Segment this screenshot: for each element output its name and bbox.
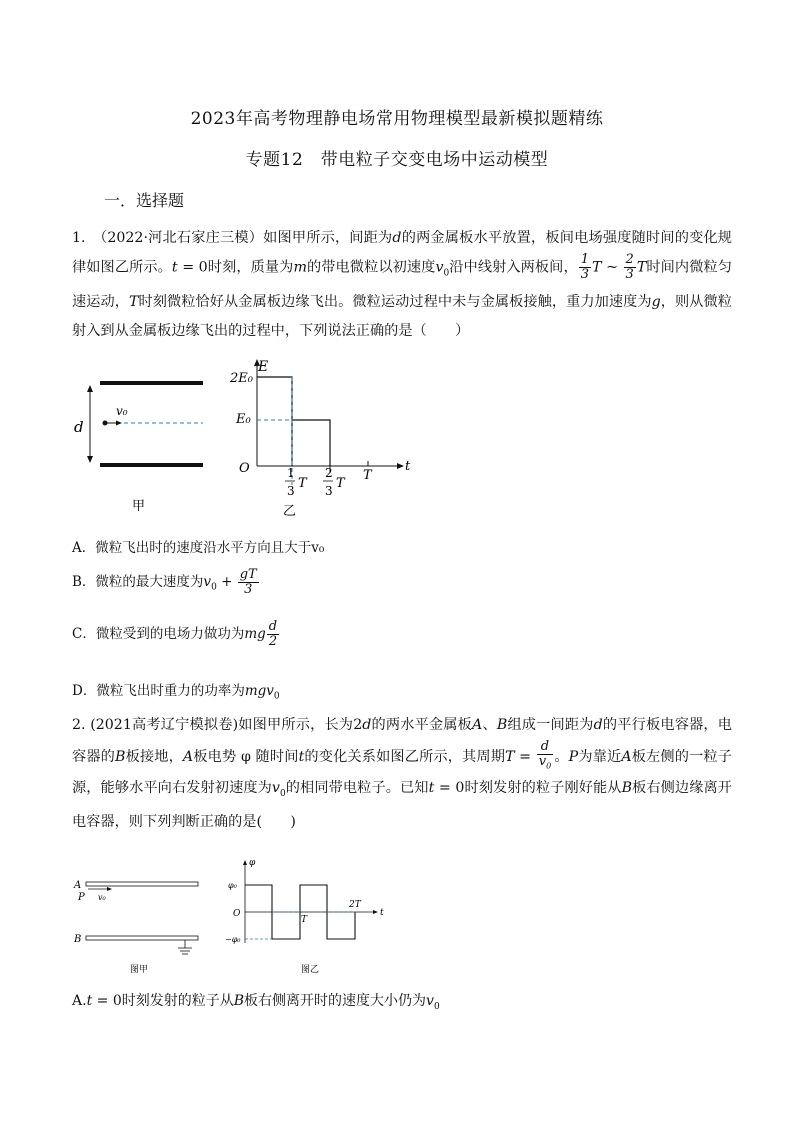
origin-label: O bbox=[233, 909, 241, 919]
page-subtitle: 专题12 带电粒子交变电场中运动模型 bbox=[245, 150, 549, 170]
q1-figure-graph bbox=[225, 355, 425, 520]
e-axis-label: E bbox=[258, 359, 269, 375]
t-tick-label: T bbox=[301, 915, 308, 925]
tick-3a: 3 bbox=[287, 484, 295, 498]
label-v0: v₀ bbox=[98, 893, 106, 902]
fig-tujia-caption: 图甲 bbox=[130, 965, 149, 975]
fig-tuyi-caption: 图乙 bbox=[301, 965, 320, 975]
label-b: B bbox=[74, 934, 82, 945]
tick-3b: 3 bbox=[325, 484, 333, 498]
tick-1: 1 bbox=[287, 466, 295, 480]
q1-option-b[interactable]: B．微粒的最大速度为$v_0$ + $\frac{gT}{3}$ bbox=[72, 567, 257, 597]
q2-figure-graph bbox=[225, 855, 390, 977]
page-title: 2023年高考物理静电场常用物理模型最新模拟题精练 bbox=[190, 109, 604, 129]
2e0-label: 2E₀ bbox=[230, 371, 253, 386]
phi-axis-label: φ bbox=[249, 858, 256, 868]
t-axis-label: t bbox=[380, 908, 384, 918]
question-1-stem: 1. （2022·河北石家庄三模）如图甲所示，间距为d的两金属板水平放置，板间电场强度随时间的变化规律如图乙所示。t = 0时刻，质量为m的带电微粒以初速度$v_0$沿中线射入两板间， $\frac{1}{3}$ T ~ $\frac{2}{3}$ T时间内微粒匀速运动，T时刻微粒恰好从金属板边缘飞出。微粒运动过程中未与金属板接触，重力加速度为g，则从微粒射入到从金属板边缘飞出的过程中，下列说法正确的是（ ） bbox=[72, 230, 732, 340]
q2-option-a[interactable]: A.t = 0时刻发射的粒子从B板右侧离开时的速度大小仍为$v_0$ bbox=[72, 993, 440, 1012]
label-p: P bbox=[78, 892, 85, 903]
tick-t-b: T bbox=[336, 476, 345, 491]
fig-jia-caption: 甲 bbox=[132, 499, 146, 514]
phi0-label: φ₀ bbox=[228, 881, 237, 890]
e0-label: E₀ bbox=[236, 412, 251, 427]
plate-b bbox=[86, 936, 198, 940]
question-2-stem: 2. (2021高考辽宁模拟卷)如图甲所示，长为2d的两水平金属板A、B组成一间距为d的平行板电容器，电容器的B板接地，A板电势 φ 随时间t的变化关系如图乙所示，其周期T = $\frac{d}{v_0}$ 。P为靠近A板左侧的一粒子源，能够水平向右发射初速度为$v_0$的相同带电粒子。已知t = 0时刻发射的粒子刚好能从B板右侧边缘离开电容器，则下列判断正确的是( ) bbox=[72, 717, 732, 831]
2t-tick-label: 2T bbox=[349, 900, 361, 910]
t-axis-label: t bbox=[405, 459, 411, 474]
neg-phi0-label: −φ₀ bbox=[225, 935, 241, 944]
tick-2: 2 bbox=[325, 466, 333, 480]
origin-label: O bbox=[239, 461, 250, 476]
v0-label: v₀ bbox=[116, 404, 128, 418]
q2-figure-capacitor bbox=[70, 870, 210, 975]
tick-t-a: T bbox=[298, 476, 307, 491]
tick-t-c: T bbox=[363, 468, 372, 483]
q1-option-d[interactable]: D．微粒飞出时重力的功率为mgv$_0$ bbox=[72, 683, 280, 702]
section-heading: 一．选择题 bbox=[104, 191, 185, 210]
q1-option-a[interactable]: A．微粒飞出时的速度沿水平方向且大于v₀ bbox=[72, 540, 325, 556]
label-a: A bbox=[74, 880, 82, 891]
q1-figure-plates bbox=[70, 360, 220, 520]
plate-a bbox=[86, 882, 198, 886]
q1-option-c[interactable]: C．微粒受到的电场力做功为mg $\frac{d}{2}$ bbox=[72, 619, 278, 649]
d-label: d bbox=[74, 418, 84, 436]
fig-yi-caption: 乙 bbox=[283, 504, 297, 519]
